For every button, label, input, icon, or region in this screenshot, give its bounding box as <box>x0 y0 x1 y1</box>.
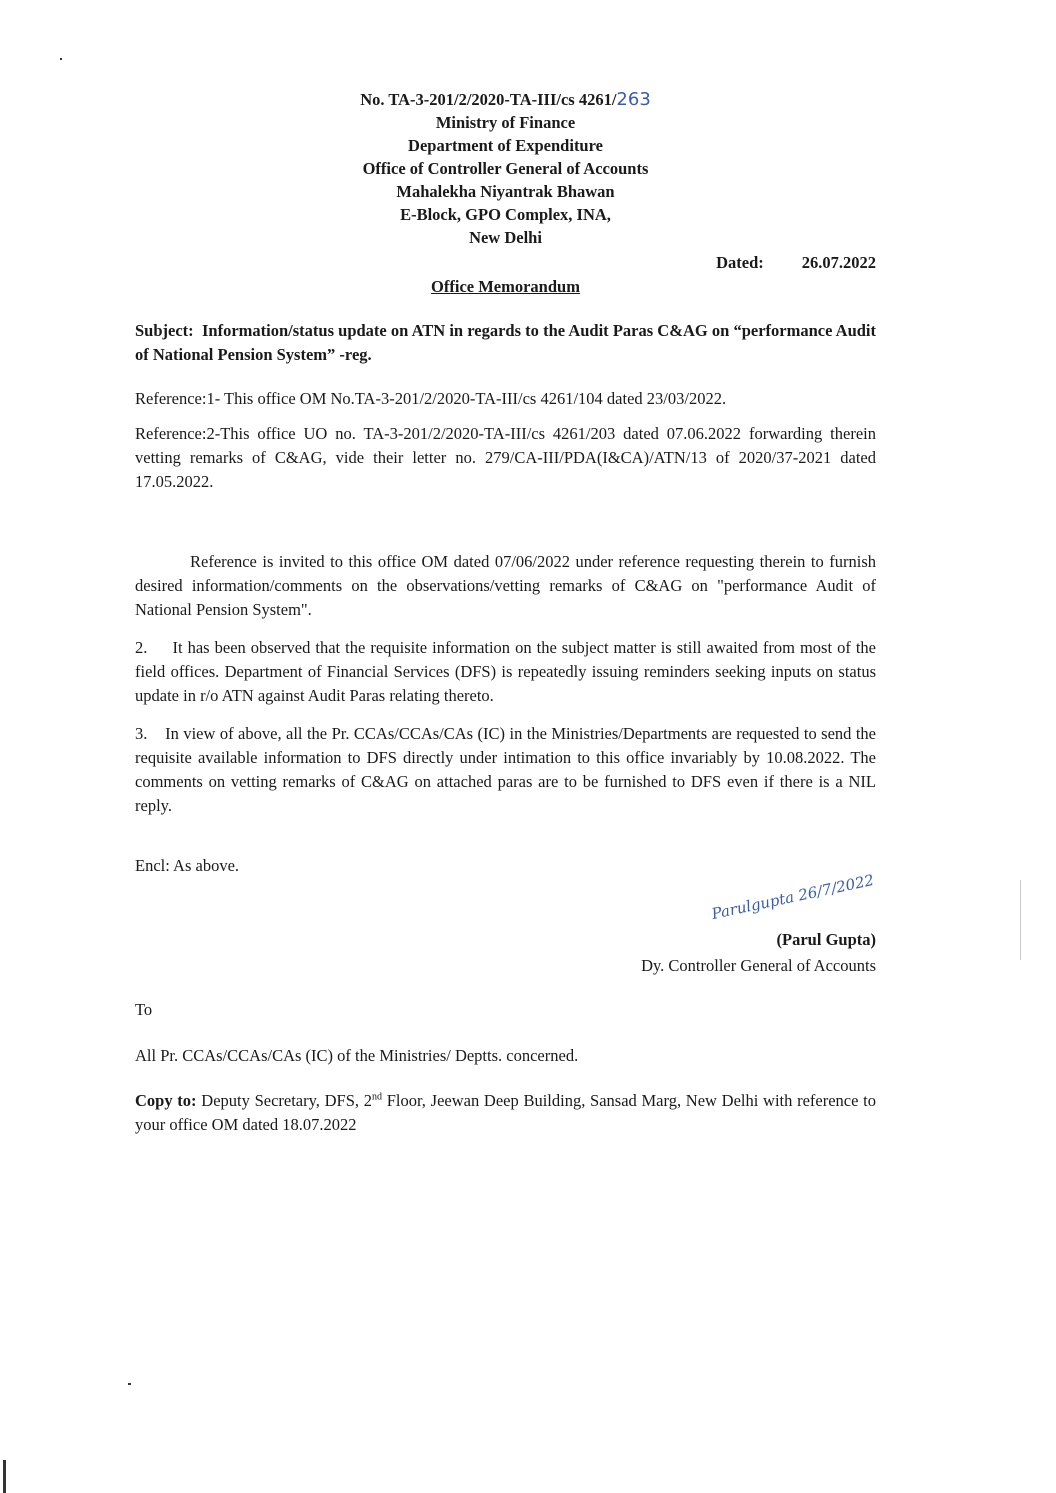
letterhead <box>135 88 876 249</box>
memo-body <box>135 88 876 1137</box>
scan-speck <box>60 58 62 60</box>
address: E-Block, GPO Complex, INA, <box>400 205 611 224</box>
building: Mahalekha Niyantrak Bhawan <box>396 182 615 201</box>
reference-1: Reference:1- This office OM No.TA-3-201/2/2020-TA-III/cs 4261/104 dated 23/03/2022. <box>135 389 727 408</box>
copy-to: Copy to: Deputy Secretary, DFS, 2nd Floor, Jeewan Deep Building, Sansad Marg, New Delhi with reference to your office OM dated 18.07.2022 <box>135 1091 876 1134</box>
scan-edge-mark <box>1020 880 1021 960</box>
signatory-designation: Dy. Controller General of Accounts <box>641 956 876 975</box>
addressee: All Pr. CCAs/CCAs/CAs (IC) of the Ministries/ Deptts. concerned. <box>135 1046 579 1065</box>
paragraph-2: 2. It has been observed that the requisite information on the subject matter is still awaited from most of the field offices. Department of Financial Services (DFS) is repeatedly issuing reminders seeking inputs on status update in r/o ATN against Audit Paras relating thereto. <box>135 638 876 705</box>
department: Department of Expenditure <box>408 136 603 155</box>
signature-block <box>135 870 877 978</box>
paragraph-3: 3. In view of above, all the Pr. CCAs/CCAs/CAs (IC) in the Ministries/Departments are requested to send the requisite available information to DFS directly under intimation to this office invariably by 10.08.2022. The comments on vetting remarks of C&AG on attached paras are to be furnished to DFS even if there is a NIL reply. <box>135 724 876 815</box>
subject: Subject: Information/status update on ATN in regards to the Audit Paras C&AG on “performance Audit of National Pension System” -reg. <box>135 321 877 364</box>
signature: Parulgupta 26/7/2022 <box>710 870 877 924</box>
date-line: Dated: 26.07.2022 <box>716 253 876 272</box>
to-label: To <box>135 1000 153 1019</box>
document-title: Office Memorandum <box>431 277 580 296</box>
enclosure: Encl: As above. <box>135 856 240 875</box>
reference-2: Reference:2-This office UO no. TA-3-201/2/2020-TA-III/cs 4261/203 dated 07.06.2022 forwarding therein vetting remarks of C&AG, vide their letter no. 279/CA-III/PDA(I&CA)/ATN/13 of 2020/37-2021 dated 17.05.2022. <box>135 424 876 491</box>
city: New Delhi <box>469 228 542 247</box>
paragraph-1: Reference is invited to this office OM dated 07/06/2022 under reference requesting therein to furnish desired information/comments on the observations/vetting remarks of C&AG on "performance Audit of National Pension System". <box>135 552 876 619</box>
office: Office of Controller General of Accounts <box>362 159 649 178</box>
ministry: Ministry of Finance <box>435 113 576 132</box>
reference-number: No. TA-3-201/2/2020-TA-III/cs 4261/263 <box>360 89 651 110</box>
handwritten-number: 263 <box>616 89 651 110</box>
scan-speck <box>128 1383 131 1385</box>
signatory-name: (Parul Gupta) <box>776 930 876 949</box>
scan-edge-mark <box>3 1460 6 1493</box>
